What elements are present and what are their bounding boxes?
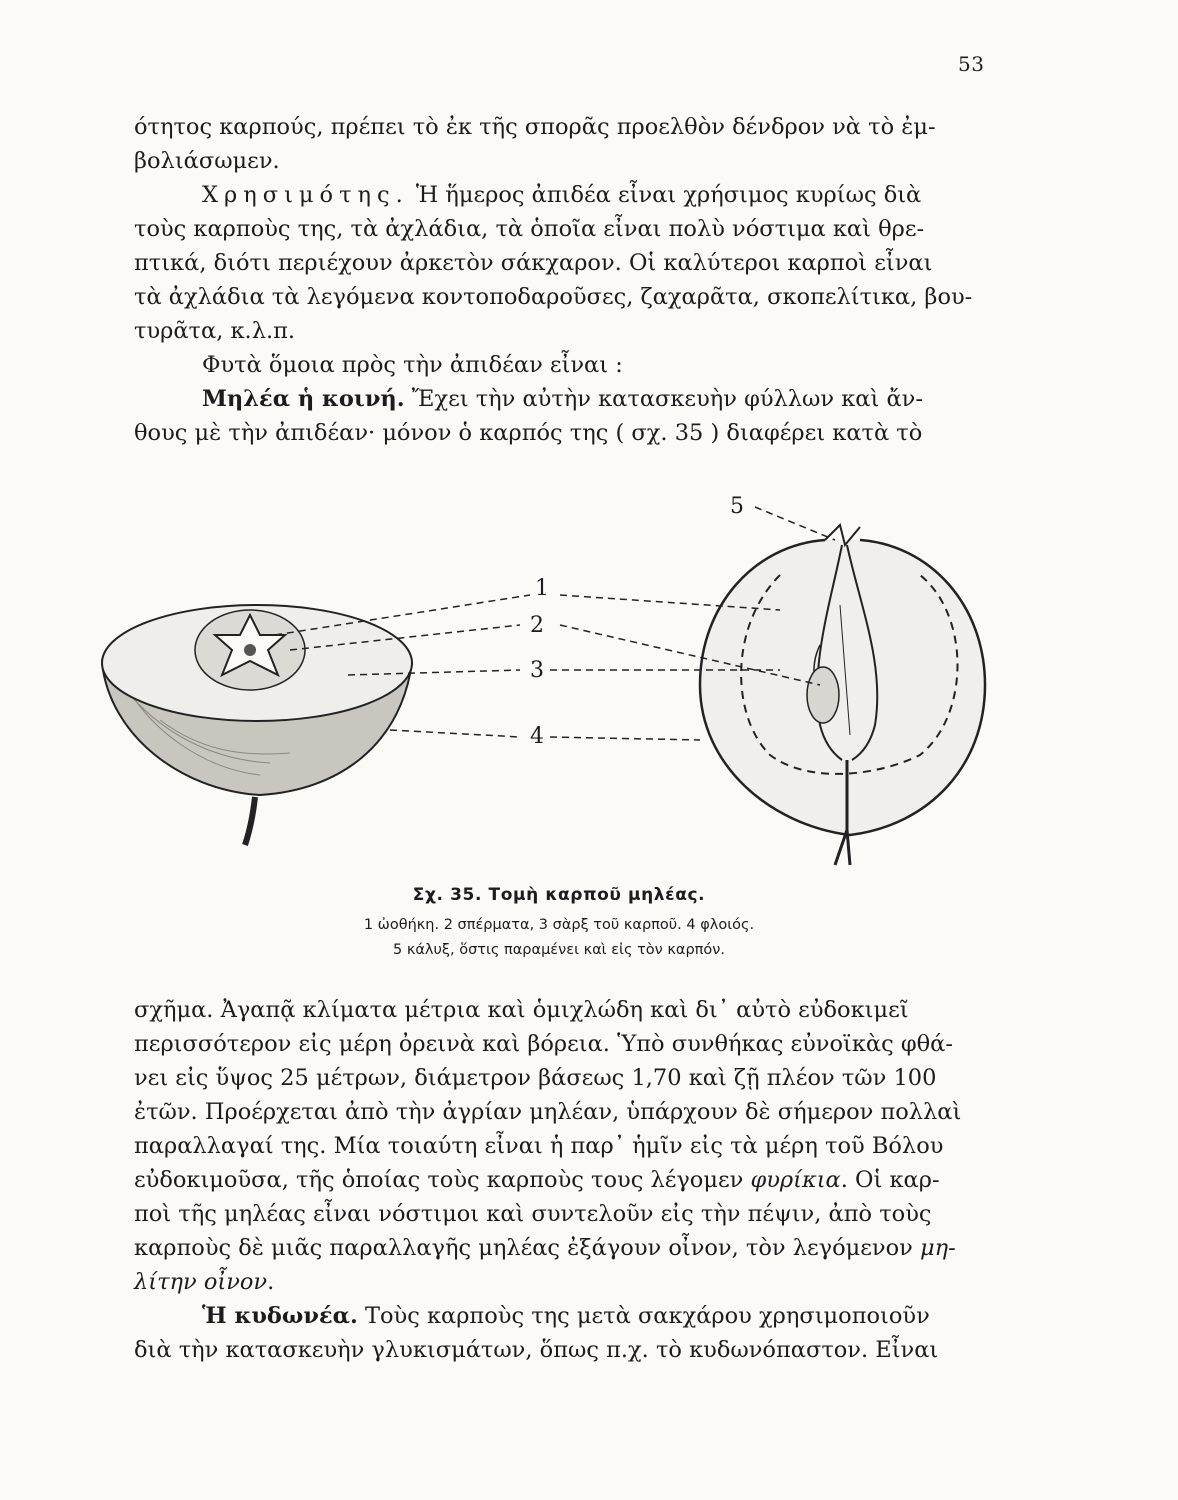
text-line: διὰ τὴν κατασκευὴν γλυκισμάτων, ὅπως π.χ. τὸ κυδωνόπαστον. Εἶναι [134, 1337, 939, 1363]
half-apple-cross-section [102, 605, 412, 845]
quince-heading: Ἡ κυδωνέα. [202, 1303, 358, 1329]
text-line [134, 1163, 984, 1197]
text-line: περισσότερον εἰς μέρη ὀρεινὰ καὶ βόρεια. Ὑπὸ συνθήκας εὐνοϊκὰς φθά- [134, 1031, 953, 1057]
text-line: παραλλαγαί της. Μία τοιαύτη εἶναι ἡ παρ᾽ ἡμῖν εἰς τὰ μέρη τοῦ Βόλου [134, 1133, 944, 1159]
text-line: ότητος καρπούς, πρέπει τὸ ἐκ τῆς σπορᾶς προελθὸν δένδρον νὰ τὸ ἐμ- [134, 114, 936, 140]
italic-term: φυρίκια [750, 1167, 841, 1193]
italic-term: λίτην οἶνον [134, 1269, 268, 1295]
figure-label-4: 4 [530, 724, 544, 749]
text-line [134, 1265, 984, 1299]
page-number: 53 [958, 52, 985, 76]
figure-caption-line: 1 ὠοθήκη. 2 σπέρματα, 3 σὰρξ τοῦ καρποῦ. 4 φλοιός. [363, 917, 755, 933]
text-span: καρποὺς δὲ μιᾶς παραλλαγῆς μηλέας ἐξάγουν οἶνον, τὸν λεγόμενον [134, 1235, 920, 1261]
usefulness-heading: Χρησιμότης. [202, 182, 409, 208]
text-line [134, 1231, 984, 1265]
text-line: Φυτὰ ὅμοια πρὸς τὴν ἀπιδέαν εἶναι : [202, 352, 623, 378]
text-line: τὰ ἀχλάδια τὰ λεγόμενα κοντοποδαροῦσες, ζαχαρᾶτα, σκοπελίτικα, βου- [134, 284, 973, 310]
text-span: Ἡ ἥμερος ἀπιδέα εἶναι χρήσιμος κυρίως διὰ [408, 182, 922, 208]
apple-illustration [90, 485, 1010, 885]
text-line: θους μὲ τὴν ἀπιδέαν· μόνον ὁ καρπός της ( σχ. 35 ) διαφέρει κατὰ τὸ [134, 420, 923, 446]
text-span: . Οἱ καρ- [840, 1167, 940, 1193]
apple-longitudinal-section [700, 525, 985, 865]
paragraph-quince [134, 1299, 984, 1333]
figure-label-3: 3 [530, 658, 544, 683]
paragraph-usefulness [134, 178, 984, 212]
figure-caption-line: 5 κάλυξ, ὅστις παραμένει καὶ εἰς τὸν καρπόν. [392, 942, 725, 958]
text-line: βολιάσωμεν. [134, 148, 280, 174]
top-text-block [134, 110, 984, 450]
text-span: εὐδοκιμοῦσα, τῆς ὁποίας τοὺς καρποὺς τους λέγομεν [134, 1167, 751, 1193]
apple-tree-heading: Μηλέα ἡ κοινή. [202, 386, 405, 412]
italic-term: μη- [919, 1235, 956, 1261]
figure-label-2: 2 [530, 613, 544, 638]
figure-label-1: 1 [535, 576, 549, 601]
bottom-text-block [134, 993, 984, 1367]
text-line: τυρᾶτα, κ.λ.π. [134, 318, 296, 344]
apple-section-figure [90, 485, 1010, 885]
text-span: . [267, 1269, 275, 1295]
text-line: νει εἰς ὕψος 25 μέτρων, διάμετρον βάσεως 1,70 καὶ ζῇ πλέον τῶν 100 [134, 1065, 937, 1091]
text-span: Τοὺς καρποὺς της μετὰ σακχάρου χρησιμοποιοῦν [357, 1303, 930, 1329]
text-line: ἐτῶν. Προέρχεται ἀπὸ τὴν ἀγρίαν μηλέαν, ὑπάρχουν δὲ σήμερον πολλαὶ [134, 1099, 962, 1125]
figure-label-5: 5 [730, 494, 744, 519]
text-line: τοὺς καρποὺς της, τὰ ἀχλάδια, τὰ ὁποῖα εἶναι πολὺ νόστιμα καὶ θρε- [134, 216, 925, 242]
text-line: ποὶ τῆς μηλέας εἶναι νόστιμοι καὶ συντελοῦν εἰς τὴν πέψιν, ἀπὸ τοὺς [134, 1201, 932, 1227]
text-span: Ἔχει τὴν αὐτὴν κατασκευὴν φύλλων καὶ ἄν- [404, 386, 923, 412]
text-line: πτικά, διότι περιέχουν ἀρκετὸν σάκχαρον. Οἱ καλύτεροι καρποὶ εἶναι [134, 250, 933, 276]
figure-caption-title: Σχ. 35. Τομὴ καρποῦ μηλέας. [412, 885, 706, 905]
text-line: σχῆμα. Ἀγαπᾷ κλίματα μέτρια καὶ ὁμιχλώδη καὶ δι᾽ αὐτὸ εὐδοκιμεῖ [134, 997, 909, 1023]
paragraph-apple-tree [134, 382, 984, 416]
